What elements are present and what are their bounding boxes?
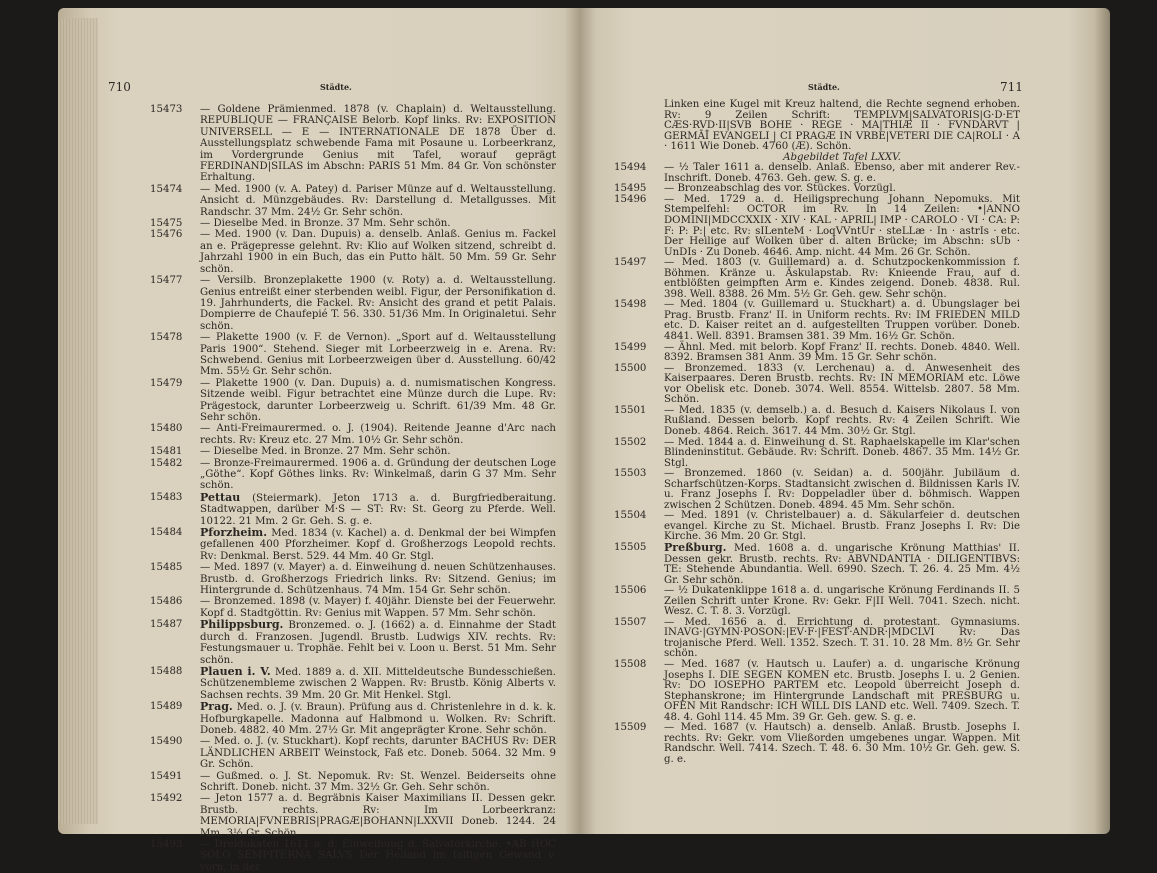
right-page xyxy=(580,8,1110,834)
catalog-entry xyxy=(614,195,1020,258)
entry-number: 15479 xyxy=(150,377,183,389)
entry-description: Med. 1687 (v. Hautsch u. Laufer) a. d. ungarische Krönung Josephs I. DIE SEGEN KOMEN etc. Brustb. Josephs I. u. 2 Genien. Rv: DO IOSEPHO PARTEM etc. Leopold überreicht Joseph d. Stephanskrone; im Hintergrunde Landschaft mit PRESBURG u. OFEN Mit Randschr: ICH WILL DIS LAND etc. Well. 7409. Szech. T. 48. 4. Gohl 114. 45 Mm. 39 Gr. Geh. gew. S. g. e. xyxy=(664,658,1020,723)
catalog-entry xyxy=(150,666,556,701)
catalog-entry xyxy=(614,300,1020,342)
catalog-entry xyxy=(614,406,1020,438)
catalog-entry xyxy=(614,723,1020,765)
catalog-entry xyxy=(614,618,1020,660)
catalog-entry xyxy=(150,793,556,839)
place-name: Pforzheim. xyxy=(200,526,268,540)
catalog-entry xyxy=(614,343,1020,364)
catalog-entry xyxy=(150,492,556,527)
entry-dash: — xyxy=(200,562,211,574)
entry-number: 15503 xyxy=(614,468,647,480)
entry-dash: — xyxy=(200,377,211,389)
catalog-entry xyxy=(150,596,556,619)
entry-number: 15506 xyxy=(614,585,647,597)
entry-description: Goldene Prämienmed. 1878 (v. Chaplain) d. Weltausstellung. REPUBLIQUE — FRANÇAISE Belorb. Kopf links. Rv: EXPOSITION UNIVERSELL — E — INTERNATIONALE DE 1878 Über d. Ausstellungsplatz schwebende Fama mit Posaune u. Lorbeerkranz, im Vordergrunde Genius mit Tafel, worauf geprägt FERDINAND|SILAS im Abschn: PARIS 51 Mm. 84 Gr. Von schönster Erhaltung. xyxy=(200,104,556,184)
catalog-entry xyxy=(150,736,556,770)
catalog-entry xyxy=(150,378,556,424)
entry-description: Gußmed. o. J. St. Nepomuk. Rv: St. Wenzel. Beiderseits ohne Schrift. Doneb. nicht. 37 Mm. 32½ Gr. Geh. Sehr schön. xyxy=(200,770,556,793)
entry-number: 15482 xyxy=(150,457,183,469)
entry-text-block xyxy=(200,423,556,446)
entry-dash: — xyxy=(664,162,675,174)
continued-entry-text: Linken eine Kugel mit Kreuz haltend, die Rechte segnend erhoben. Rv: 9 Zeilen Schrift: TEMPLVM|SALVATORIS|G·D·ET CÆS·RVD·II|SVB BOHE · REGE · MA|THIÆ II · FVNDARVT | GERMĀĪ EVANGELI | CI PRAGÆ IN VRBE|VETERI DIE CA|ROLI · A · 1611 Wie Doneb. 4760 (Æ). Schön. xyxy=(664,99,1020,153)
entry-number: 15492 xyxy=(150,793,183,805)
catalog-entry xyxy=(150,701,556,736)
entry-number: 15501 xyxy=(614,404,647,416)
entry-number: 15493 xyxy=(150,839,183,850)
entry-dash: — xyxy=(664,193,675,205)
entry-number: 15495 xyxy=(614,183,647,195)
entry-number: 15480 xyxy=(150,423,183,435)
entry-number: 15488 xyxy=(150,665,183,677)
entry-number: 15494 xyxy=(614,162,647,174)
entry-text-block xyxy=(664,195,1020,258)
entry-text-block xyxy=(664,258,1020,300)
catalog-entry xyxy=(614,586,1020,618)
entry-number: 15504 xyxy=(614,510,647,522)
page-number: 710 xyxy=(108,80,131,94)
entry-description: Med. 1900 (v. Dan. Dupuis) a. denselb. Anlaß. Genius m. Fackel an e. Prägepresse gelehnt. Rv: Klio auf Wolken sitzend, schreibt d. Jahrzahl 1900 in ein Buch, das ein Putto hält. 50 Mm. 59 Gr. Sehr schön. xyxy=(200,229,556,275)
entry-dash: — xyxy=(664,436,675,448)
entry-description: Dieselbe Med. in Bronze. 37 Mm. Sehr schön. xyxy=(213,218,451,230)
entry-dash: — xyxy=(664,658,675,670)
entry-number: 15507 xyxy=(614,616,647,628)
catalog-entry xyxy=(150,184,556,218)
entry-text-block xyxy=(664,300,1020,342)
catalog-entry xyxy=(614,540,1020,586)
catalog-column xyxy=(614,100,1020,765)
entry-dash: — xyxy=(664,404,675,416)
entry-description: Med. 1835 (v. demselb.) a. d. Besuch d. Kaisers Nikolaus I. von Rußland. Dessen belorb. Kopf rechts. Rv: 4 Zeilen Schrift. Wie Doneb. 4864. Reich. 3617. 44 Mm. 30½ Gr. Stgl. xyxy=(664,404,1020,437)
entry-number: 15475 xyxy=(150,218,183,230)
entry-description: Med. 1889 a. d. XII. Mitteldeutsche Bundesschießen. Schützenembleme zwischen 2 Wappen. Rv: Brustb. König Alberts v. Sachsen rechts. 39 Mm. 20 Gr. Mit Henkel. Stgl. xyxy=(200,666,556,701)
entry-number: 15484 xyxy=(150,527,183,539)
left-page xyxy=(58,8,580,873)
entry-number: 15483 xyxy=(150,491,183,503)
catalog-entry xyxy=(150,218,556,229)
place-name: Philippsburg. xyxy=(200,618,284,632)
catalog-entry xyxy=(150,332,556,378)
entry-dash: — xyxy=(200,770,211,782)
entry-text-block xyxy=(664,540,1020,586)
entry-description: Bronzemed. 1860 (v. Seidan) a. d. 500jähr. Jubiläum d. Scharfschützen-Korps. Stadtansicht zwischen d. Bildnissen Karls IV. u. Franz Josephs I. Rv: Doppeladler über d. böhmisch. Wappen zwischen 2 Schützen. Doneb. 4894. 45 Mm. Sehr schön. xyxy=(664,468,1020,511)
catalog-entry xyxy=(150,527,556,562)
entry-description: Med. 1834 (v. Kachel) a. d. Denkmal der bei Wimpfen gefallenen 400 Pforzheimer. Kopf d. Großherzogs Leopold rechts. Rv: Denkmal. Berst. 529. 44 Mm. 40 Gr. Stgl. xyxy=(200,528,556,562)
page-number: 711 xyxy=(1000,80,1023,94)
entry-text-block xyxy=(664,586,1020,618)
running-head: Städte. xyxy=(320,82,352,92)
entry-text-block xyxy=(200,332,556,378)
entry-description: Dreidukaten 1611 a. d. Einweihung d. Salvatorkirche. •AB HOC SOLO SEMPITERNA SALVS Der Heiland im faltigen Gewand v. vorn, in der xyxy=(200,839,556,873)
entry-text-block xyxy=(200,492,556,527)
entry-dash: — xyxy=(200,275,211,287)
entry-text-block xyxy=(200,562,556,596)
entry-text-block xyxy=(200,446,556,457)
entry-description: Ähnl. Med. mit belorb. Kopf Franz' II. rechts. Doneb. 4840. Well. 8392. Bramsen 381 Anm. 39 Mm. 15 Gr. Sehr schön. xyxy=(664,341,1020,364)
entry-text-block xyxy=(664,660,1020,723)
entry-text-block xyxy=(664,469,1020,511)
entry-number: 15476 xyxy=(150,229,183,241)
entry-dash: — xyxy=(200,183,211,195)
entry-description: Med. 1897 (v. Mayer) a. d. Einweihung d. neuen Schützenhauses. Brustb. d. Großherzogs Friedrich links. Rv: Sitzend. Genius; im Hintergrunde d. Schützenhaus. 74 Mm. 154 Gr. Sehr schön. xyxy=(200,562,556,597)
entry-text-block xyxy=(200,596,556,619)
catalog-entry xyxy=(150,423,556,446)
entry-dash: — xyxy=(200,104,211,115)
entry-description: Anti-Freimaurermed. o. J. (1904). Reitende Jeanne d'Arc nach rechts. Rv: Kreuz etc. 27 Mm. 10½ Gr. Sehr schön. xyxy=(200,423,556,446)
entry-text-block xyxy=(200,701,556,736)
catalog-entry xyxy=(614,438,1020,470)
catalog-entry xyxy=(150,619,556,666)
entry-dash: — xyxy=(200,839,211,850)
entry-dash: — xyxy=(664,468,675,480)
entry-dash: — xyxy=(200,736,211,748)
entry-text-block xyxy=(664,438,1020,470)
entry-dash: — xyxy=(200,793,211,805)
entry-dash: — xyxy=(664,616,675,628)
entry-text-block xyxy=(664,343,1020,364)
entry-number: 15509 xyxy=(614,722,647,734)
place-name: Prag. xyxy=(200,700,233,714)
entry-description: Med. 1891 (v. Christelbauer) a. d. Säkularfeier d. deutschen evangel. Kirche zu St. Michael. Brustb. Franz Josephs I. Rv: Die Kirche. 36 Mm. 20 Gr. Stgl. xyxy=(664,510,1020,543)
catalog-entry xyxy=(150,104,556,184)
entry-number: 15473 xyxy=(150,104,183,115)
entry-number: 15502 xyxy=(614,436,647,448)
catalog-entry xyxy=(614,511,1020,543)
entry-dash: — xyxy=(200,457,211,469)
catalog-entry xyxy=(614,163,1020,184)
entry-number: 15474 xyxy=(150,183,183,195)
plate-caption: Abgebildet Tafel LXXV. xyxy=(783,151,901,163)
catalog-entry xyxy=(150,562,556,596)
catalog-entry xyxy=(614,364,1020,406)
entry-text-block xyxy=(200,218,556,229)
entry-description: Med. 1687 (v. Hautsch) a. denselb. Anlaß. Brustb. Josephs I. rechts. Rv: Gekr. vom Vließorden umgebenes ungar. Wappen. Mit Randschr. Well. 7414. Szech. T. 48. 6. 30 Mm. 10½ Gr. Geh. gew. S. g. e. xyxy=(664,722,1020,765)
catalog-entry xyxy=(614,660,1020,723)
entry-description: Bronze-Freimaurermed. 1906 a. d. Gründung der deutschen Loge „Göthe“. Kopf Göthes links. Rv: Winkelmaß, darin G 37 Mm. Sehr schön. xyxy=(200,457,556,492)
entry-text-block xyxy=(200,839,556,873)
entry-description: Dieselbe Med. in Bronze. 27 Mm. Sehr schön. xyxy=(213,446,451,458)
entry-number: 15497 xyxy=(614,257,647,269)
entry-text-block xyxy=(200,793,556,839)
place-name: Pettau xyxy=(200,490,241,504)
entry-text-block xyxy=(664,511,1020,543)
catalog-entry xyxy=(150,771,556,794)
entry-dash: — xyxy=(200,332,211,344)
entry-description: Med. 1608 a. d. ungarische Krönung Matthias' II. Dessen gekr. Brustb. rechts. Rv: ABVNDANTIA · DILIGENTIBVS: TE: Stehende Abundantia. Well. 6990. Szech. T. 26. 4. 25 Mm. 4½ Gr. Sehr schön. xyxy=(664,542,1020,586)
entry-description: (Steiermark). Jeton 1713 a. d. Burgfriedberaitung. Stadtwappen, darüber M·S — ST: Rv: St. Georg zu Pferde. Well. 10122. 21 Mm. 2 Gr. Geh. S. g. e. xyxy=(200,492,556,527)
entry-dash: — xyxy=(200,596,211,608)
entry-text-block xyxy=(200,666,556,701)
entry-dash: — xyxy=(664,257,675,269)
entry-description: Med. o. J. (v. Stuckhart). Kopf rechts, darunter BACHUS Rv: DER LÄNDLICHEN ARBEIT Weinstock, Faß etc. Doneb. 5064. 32 Mm. 9 Gr. Schön. xyxy=(200,736,556,771)
entry-text-block xyxy=(664,364,1020,406)
entry-description: Med. 1656 a. d. Errichtung d. protestant. Gymnasiums. INAVG·|GYMN·POSON:|EV·F·|FEST·ANDR·|MDCLVI Rv: Das trojanische Pferd. Well. 1352. Szech. T. 31. 10. 28 Mm. 8½ Gr. Sehr schön. xyxy=(664,616,1020,660)
entry-number: 15477 xyxy=(150,275,183,287)
entry-text-block xyxy=(664,723,1020,765)
entry-number: 15499 xyxy=(614,341,647,353)
entry-description: Bronzemed. 1833 (v. Lerchenau) a. d. Anwesenheit des Kaiserpaares. Deren Brustb. rechts. Rv: IN MEMORIAM etc. Löwe vor Obelisk etc. Doneb. 3074. Well. 8554. Wittelsb. 2807. 58 Mm. Schön. xyxy=(664,362,1020,406)
entry-number: 15496 xyxy=(614,193,647,205)
catalog-entry xyxy=(150,275,556,332)
entry-dash: — xyxy=(200,218,211,230)
entry-description: ½ Dukatenklippe 1618 a. d. ungarische Krönung Ferdinands II. 5 Zeilen Schrift unter Krone. Rv: Gekr. F|II Well. 7041. Szech. nicht. Wesz. C. T. 8. 3. Vorzügl. xyxy=(664,585,1020,618)
entry-text-block xyxy=(200,378,556,424)
entry-description: Med. 1804 (v. Guillemard u. Stuckhart) a. d. Übungslager bei Prag. Brustb. Franz' II. in Uniform rechts. Rv: IM FRIEDEN MILD etc. D. Kaiser reitet an d. aufgestellten Truppen vorüber. Doneb. 4841. Well. 8391. Bramsen 381. 39 Mm. 16½ Gr. Schön. xyxy=(664,299,1020,343)
catalog-entry xyxy=(150,229,556,275)
entry-text-block xyxy=(664,618,1020,660)
catalog-entry xyxy=(614,258,1020,300)
entry-number: 15498 xyxy=(614,299,647,311)
entry-dash: — xyxy=(200,229,211,241)
entry-description: Plakette 1900 (v. Dan. Dupuis) a. d. numismatischen Kongress. Sitzende weibl. Figur betrachtet eine Münze durch die Lupe. Rv: Prägestock, darunter Lorbeerzweig u. Schrift. 61/39 Mm. 48 Gr. Sehr schön. xyxy=(200,377,556,423)
entry-text-block xyxy=(200,275,556,332)
entry-number: 15487 xyxy=(150,619,183,631)
entry-dash: — xyxy=(200,446,211,458)
entry-text-block xyxy=(200,527,556,562)
entry-dash: — xyxy=(200,423,211,435)
entry-dash: — xyxy=(664,299,675,311)
entry-description: Med. 1900 (v. A. Patey) d. Pariser Münze auf d. Weltausstellung. Ansicht d. Münzgebäudes. Rv: Darstellung d. Metallgusses. Mit Randschr. 37 Mm. 24½ Gr. Sehr schön. xyxy=(200,183,556,218)
entry-text-block xyxy=(200,184,556,218)
catalog-entry xyxy=(150,839,556,873)
running-head: Städte. xyxy=(808,82,840,92)
entry-description: Bronzeabschlag des vor. Stückes. Vorzügl. xyxy=(677,183,896,195)
place-name: Plauen i. V. xyxy=(200,664,271,678)
entry-dash: — xyxy=(664,362,675,374)
entry-dash: — xyxy=(664,510,675,522)
entry-description: Med. 1729 a. d. Heiligsprechung Johann Nepomuks. Mit Stempelfehl: OCTOR im Rv. In 14 Zeilen: •|ANNO DOMINI|MDCCXXIX · XIV · KAL · APRIL| IMP · CAROLO · VI · CA: P: F: P: P:| etc. Rv: sILenteM · LoqVVntUr · steLLæ · In · astrIs · etc. Der Heilige auf Wolken über d. alten Brücke; im Abschn: sUb · UnDIs · Zu Doneb. 4646. Amp. nicht. 44 Mm. 26 Gr. Schön. xyxy=(664,193,1020,258)
entry-description: Med. 1803 (v. Guillemard) a. d. Schutzpockenkommission f. Böhmen. Kränze u. Äskulapstab. Rv: Knieende Frau, auf d. entblößten geimpften Arm e. Kindes zeigend. Doneb. 4838. Rul. 398. Well. 8388. 26 Mm. 5½ Gr. Geh. gew. Sehr schön. xyxy=(664,257,1021,300)
entry-dash: — xyxy=(664,585,675,597)
entry-number: 15508 xyxy=(614,658,647,670)
entry-number: 15486 xyxy=(150,596,183,608)
entry-number: 15489 xyxy=(150,701,183,713)
entry-description: Med. 1844 a. d. Einweihung d. St. Raphaelskapelle im Klar'schen Blindeninstitut. Gebäude. Rv: Schrift. Doneb. 4867. 35 Mm. 14½ Gr. Stgl. xyxy=(664,436,1020,469)
entry-description: Jeton 1577 a. d. Begräbnis Kaiser Maximilians II. Dessen gekr. Brustb. rechts. Rv: Im Lorbeerkranz: MEMORIA|FVNEBRIS|PRAGÆ|BOHANN|LXXVII Doneb. 1244. 24 Mm. 3½ Gr. Schön. xyxy=(200,793,556,839)
catalog-entry xyxy=(150,458,556,492)
page-edges xyxy=(58,18,98,824)
catalog-entry xyxy=(614,469,1020,511)
entry-description: Bronzemed. 1898 (v. Mayer) f. 40jähr. Dienste bei der Feuerwehr. Kopf d. Stadtgöttin. Rv: Genius mit Wappen. 57 Mm. Sehr schön. xyxy=(200,596,556,619)
entry-description: Med. o. J. (v. Braun). Prüfung aus d. Christenlehre in d. k. k. Hofburgkapelle. Madonna auf Halbmond u. Wolken. Rv: Schrift. Doneb. 4882. 40 Mm. 27½ Gr. Mit angeprägter Krone. Sehr schön. xyxy=(200,702,556,736)
entry-number: 15485 xyxy=(150,562,183,574)
entry-number: 15500 xyxy=(614,362,647,374)
place-name: Preßburg. xyxy=(664,540,727,554)
entry-number: 15491 xyxy=(150,770,183,782)
entry-number: 15490 xyxy=(150,736,183,748)
entry-text-block xyxy=(664,163,1020,184)
entry-description: Plakette 1900 (v. F. de Vernon). „Sport auf d. Weltausstellung Paris 1900“. Stehend. Sieger mit Lorbeerzweig in e. Arena. Rv: Schwebend. Genius mit Lorbeerzweigen über d. Ausstellung. 60/42 Mm. 55½ Gr. Sehr schön. xyxy=(200,332,556,378)
entry-number: 15505 xyxy=(614,541,647,553)
entry-text-block xyxy=(200,736,556,770)
entry-dash: — xyxy=(664,722,675,734)
entry-text-block xyxy=(200,229,556,275)
entry-description: ½ Taler 1611 a. denselb. Anlaß. Ebenso, aber mit anderer Rev.-Inschrift. Doneb. 4763. Geh. gew. S. g. e. xyxy=(664,162,1020,184)
entry-number: 15478 xyxy=(150,332,183,344)
catalog-entry xyxy=(150,446,556,457)
entry-text-block xyxy=(200,104,556,184)
entry-text-block xyxy=(664,406,1020,438)
catalog-column xyxy=(150,104,556,873)
entry-text-block xyxy=(200,619,556,666)
entry-dash: — xyxy=(664,341,675,353)
entry-description: Bronzemed. o. J. (1662) a. d. Einnahme der Stadt durch d. Franzosen. Jugendl. Brustb. Ludwigs XIV. rechts. Rv: Festungsmauer u. Trophäe. Fehlt bei v. Loon u. Berst. 51 Mm. Sehr schön. xyxy=(200,620,556,666)
entry-text-block xyxy=(200,771,556,794)
entry-dash: — xyxy=(664,183,675,195)
entry-number: 15481 xyxy=(150,446,183,458)
entry-description: Versilb. Bronzeplakette 1900 (v. Roty) a. d. Weltausstellung. Genius entreißt einer sterbenden weibl. Figur, der Personifikation d. 19. Jahrhunderts, die Fackel. Rv: Ansicht des grand et petit Palais. Dompierre de Chaufepié T. 56. 330. 51/36 Mm. In Originaletui. Sehr schön. xyxy=(200,275,556,332)
entry-text-block xyxy=(200,458,556,492)
